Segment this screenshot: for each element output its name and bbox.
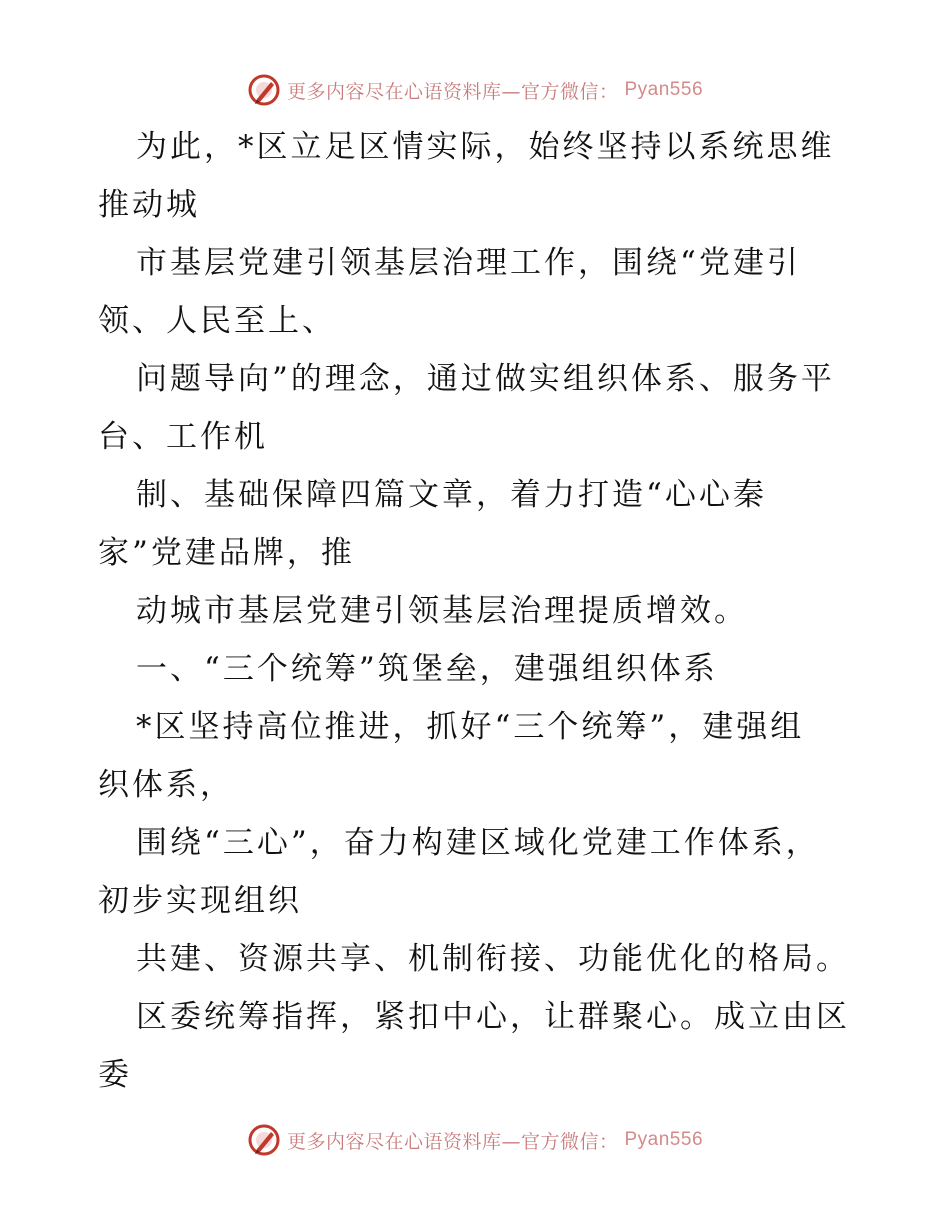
text-line: 推动城 [98,187,200,223]
watermark-wechat-id: Pyan556 [624,79,704,100]
pen-logo-icon [247,1123,281,1157]
text-line: *区坚持高位推进，抓好“三个统筹”，建强组 [136,709,805,745]
text-line: 家”党建品牌，推 [98,535,355,571]
text-line: 共建、资源共享、机制衔接、功能优化的格局。 [136,941,850,977]
text-line: 领、人民至上、 [98,303,336,339]
text-line: 区委统筹指挥，紧扣中心，让群聚心。成立由区 [136,999,850,1035]
watermark-text: 更多内容尽在心语资料库—官方微信： [286,80,619,103]
text-line: 动城市基层党建引领基层治理提质增效。 [136,593,748,629]
text-line: 委 [98,1057,132,1093]
text-line: 问题导向”的理念，通过做实组织体系、服务平 [136,361,835,397]
watermark-text: 更多内容尽在心语资料库—官方微信： [286,1130,619,1153]
text-line: 制、基础保障四篇文章，着力打造“心心秦 [136,477,767,513]
text-line: 织体系， [98,767,234,803]
text-line: 初步实现组织 [98,883,302,919]
section-heading: 一、“三个统筹”筑堡垒，建强组织体系 [136,651,718,687]
footer-watermark [0,1120,950,1160]
text-line: 市基层党建引领基层治理工作，围绕“党建引 [136,245,801,281]
text-line: 台、工作机 [98,419,268,455]
document-body [98,118,878,1104]
pen-logo-icon [247,73,281,107]
text-line: 为此，*区立足区情实际，始终坚持以系统思维 [136,129,835,165]
watermark-wechat-id: Pyan556 [624,1129,704,1150]
header-watermark [0,70,950,110]
text-line: 围绕“三心”，奋力构建区域化党建工作体系， [136,825,820,861]
